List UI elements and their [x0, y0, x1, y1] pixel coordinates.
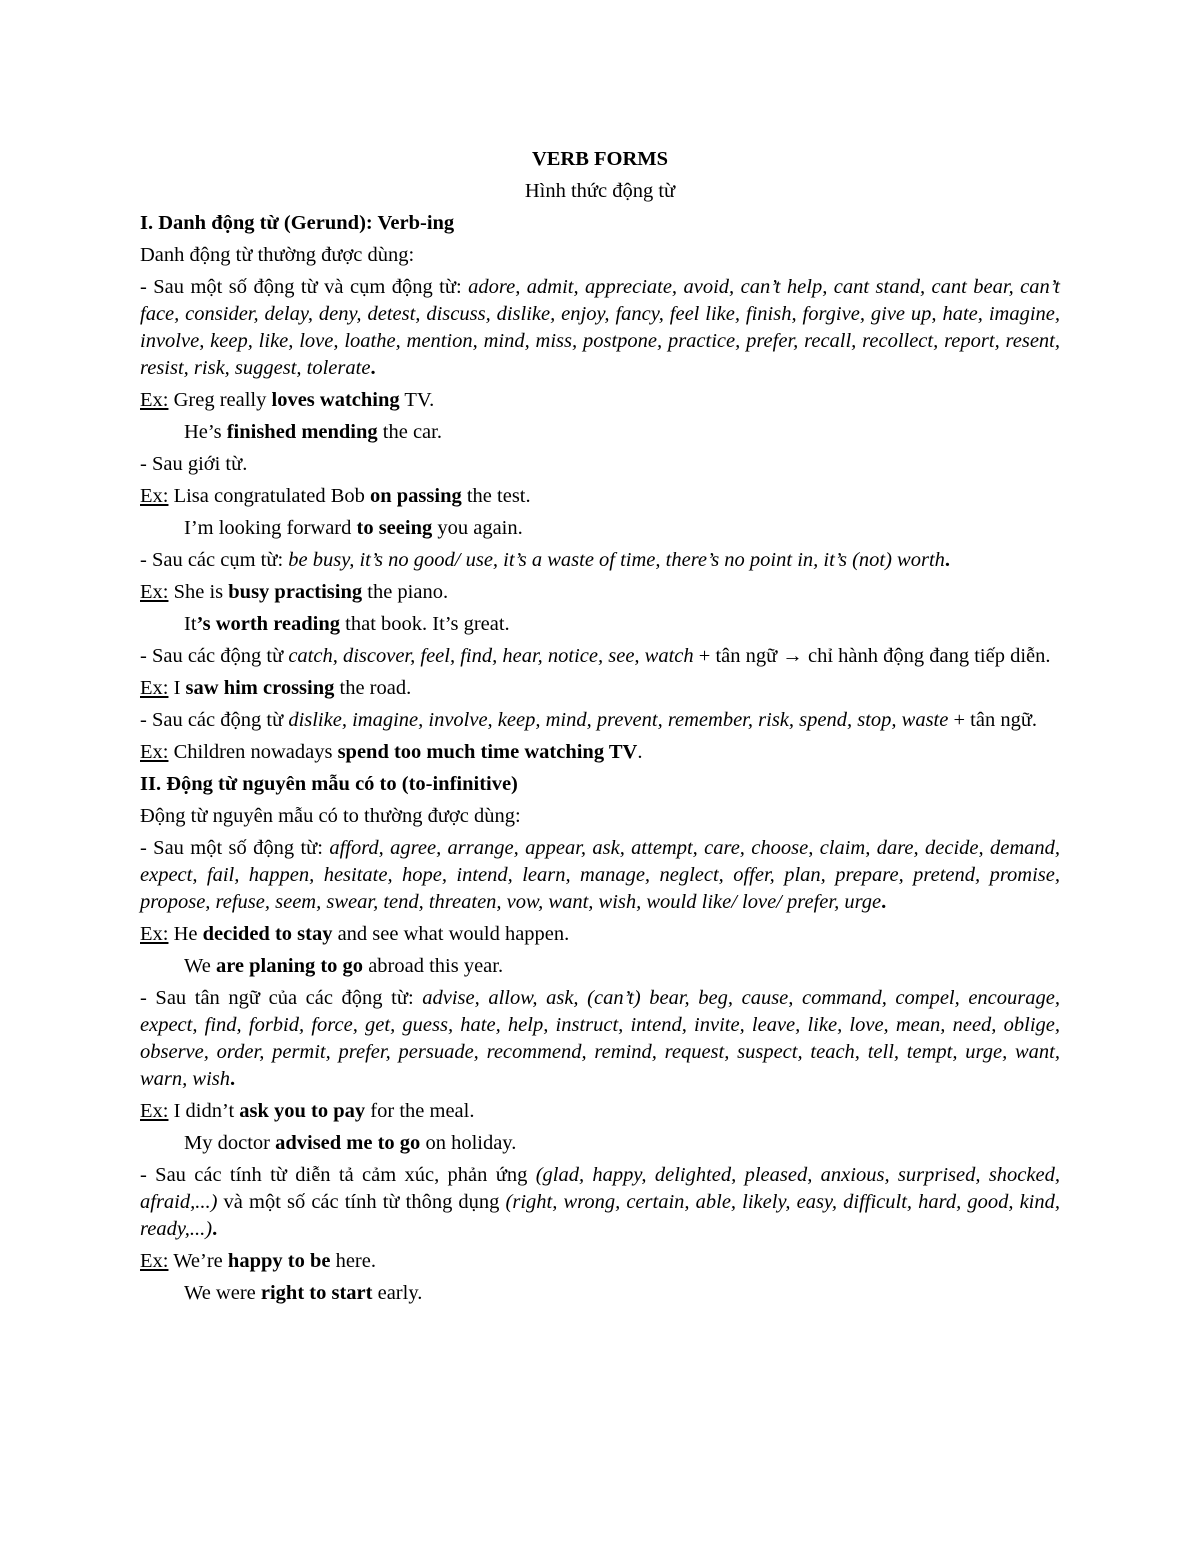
example-label: Ex: [140, 1100, 169, 1122]
italic-text: adore, admit, appreciate, avoid, can’t help, cant stand, cant bear, can’t face, consider, delay, deny, detest, discuss, dislike, enjoy, fancy, feel like, finish, forgive, give up, hate, imagine, involve, keep, like, love, loathe, mention, mind, miss, postpone, practice, prefer, recall, recollect, report, resent, resist, risk, suggest, tolerate [140, 276, 1060, 379]
paragraph [140, 274, 1060, 382]
text-run: TV. [399, 389, 435, 411]
example-label: Ex: [140, 485, 169, 507]
example-label: Ex: [140, 581, 169, 603]
text-run: She is [168, 581, 229, 603]
paragraph [140, 547, 1060, 574]
text-run: abroad this year. [363, 955, 504, 977]
example-label: Ex: [140, 741, 169, 763]
text-run: the test. [461, 485, 531, 507]
text-run: My doctor [184, 1132, 276, 1154]
bold-text: are planing to go [215, 955, 364, 977]
bold-text: ’s worth reading [196, 613, 341, 635]
italic-text: afford, agree, arrange, appear, ask, attempt, care, choose, claim, dare, decide, demand, expect, fail, happen, hesitate, hope, intend, learn, manage, neglect, offer, plan, prepare, pretend, promise, propose, refuse, seem, swear, tend, threaten, vow, want, wish, would like/ love/ prefer, urge [140, 837, 1061, 913]
example-line [140, 579, 1060, 606]
text-run: that book. It’s great. [340, 613, 510, 635]
text-run: - Sau giới từ. [140, 453, 248, 475]
document-title: VERB FORMS [531, 148, 669, 170]
text-run: for the meal. [365, 1100, 475, 1122]
italic-text: (right, wrong, certain, able, likely, easy, difficult, hard, good, kind, ready,...) [140, 1191, 1060, 1240]
example-line [140, 739, 1060, 766]
bold-text: . [370, 357, 376, 379]
bold-text: . [881, 891, 887, 913]
bold-text: busy practising [228, 581, 363, 603]
text-run: - Sau các tính từ diễn tả cảm xúc, phản ứng [140, 1164, 536, 1186]
paragraph [140, 835, 1060, 916]
paragraph [140, 985, 1060, 1093]
section-heading [140, 771, 1060, 798]
bold-text: advised me to go [275, 1132, 421, 1154]
text-run: - Sau một số động từ: [140, 837, 330, 859]
section-heading [140, 210, 1060, 237]
paragraph [140, 803, 1060, 830]
bold-text: loves watching [271, 389, 400, 411]
italic-text: dislike, imagine, involve, keep, mind, prevent, remember, risk, spend, stop, waste [288, 709, 949, 731]
text-run: We’re [168, 1250, 228, 1272]
bold-text: finished mending [226, 421, 378, 443]
text-run: - Sau một số động từ và cụm động từ: [140, 276, 469, 298]
text-run: - Sau các động từ [140, 709, 289, 731]
bold-text: saw him crossing [185, 677, 335, 699]
italic-text: (glad, happy, delighted, pleased, anxious, surprised, shocked, afraid,...) [140, 1164, 1060, 1213]
bold-text: decided to stay [202, 923, 333, 945]
text-run: Danh động từ thường được dùng: [140, 244, 415, 266]
bold-text: . [944, 549, 951, 571]
text-run: the road. [334, 677, 412, 699]
bold-text: . [212, 1218, 218, 1240]
text-run: Greg really [168, 389, 272, 411]
text-run: Động từ nguyên mẫu có to thường được dùng: [140, 805, 521, 827]
example-line-indented [140, 419, 1060, 446]
example-line-indented [140, 1280, 1060, 1307]
text-run: + tân ngữ. [948, 709, 1038, 731]
text-run: We [184, 955, 216, 977]
text-run: - Sau tân ngữ của các động từ: [140, 987, 423, 1009]
document-body [140, 146, 1060, 1312]
example-line [140, 387, 1060, 414]
example-label: Ex: [140, 677, 169, 699]
example-line-indented [140, 515, 1060, 542]
example-line-indented [140, 1130, 1060, 1157]
paragraph [140, 242, 1060, 269]
text-run: on holiday. [420, 1132, 517, 1154]
example-line [140, 1098, 1060, 1125]
text-run: I [168, 677, 186, 699]
content-blocks [140, 210, 1060, 1307]
text-run: He [168, 923, 203, 945]
paragraph [140, 1162, 1060, 1243]
text-run: the car. [377, 421, 442, 443]
bold-text: spend too much time watching TV [337, 741, 638, 763]
text-run: here. [330, 1250, 376, 1272]
bold-text: happy to be [227, 1250, 331, 1272]
text-run: I. Danh động từ (Gerund): Verb-ing [140, 212, 455, 234]
italic-text: be busy, it’s no good/ use, it’s a waste of time, there’s no point in, it’s (not) worth [288, 549, 945, 571]
bold-text: on passing [370, 485, 462, 507]
paragraph [140, 451, 1060, 478]
text-run: - Sau các động từ [140, 645, 289, 667]
document-subtitle: Hình thức động từ [524, 180, 676, 202]
text-run: + tân ngữ → chỉ hành động đang tiếp diễn. [693, 645, 1051, 667]
bold-text: . [230, 1068, 236, 1090]
text-run: We were [184, 1282, 261, 1304]
paragraph [140, 643, 1060, 670]
text-run: I’m looking forward [184, 517, 357, 539]
text-run: và một số các tính từ thông dụng [217, 1191, 506, 1213]
text-run: . [637, 741, 643, 763]
italic-text: catch, discover, feel, find, hear, notice, see, watch [288, 645, 694, 667]
text-run: I didn’t [168, 1100, 240, 1122]
example-line [140, 1248, 1060, 1275]
example-label: Ex: [140, 389, 169, 411]
example-line-indented [140, 611, 1060, 638]
example-label: Ex: [140, 923, 169, 945]
text-run: the piano. [362, 581, 449, 603]
text-run: II. Động từ nguyên mẫu có to (to-infinitive) [140, 773, 518, 795]
example-line [140, 483, 1060, 510]
text-run: Lisa congratulated Bob [168, 485, 370, 507]
example-line-indented [140, 953, 1060, 980]
text-run: you again. [432, 517, 523, 539]
italic-text: advise, allow, ask, (can’t) bear, beg, cause, command, compel, encourage, expect, find, forbid, force, get, guess, hate, help, instruct, intend, invite, leave, like, love, mean, need, oblige, observe, order, permit, prefer, persuade, recommend, remind, request, suspect, teach, tell, tempt, urge, want, warn, wish [140, 987, 1060, 1090]
text-run: It [184, 613, 197, 635]
text-run: early. [372, 1282, 423, 1304]
bold-text: to seeing [356, 517, 433, 539]
paragraph [140, 707, 1060, 734]
bold-text: right to start [260, 1282, 373, 1304]
example-line [140, 675, 1060, 702]
bold-text: ask you to pay [239, 1100, 366, 1122]
example-line [140, 921, 1060, 948]
text-run: Children nowadays [168, 741, 338, 763]
text-run: He’s [184, 421, 227, 443]
example-label: Ex: [140, 1250, 169, 1272]
text-run: and see what would happen. [332, 923, 570, 945]
text-run: - Sau các cụm từ: [140, 549, 289, 571]
